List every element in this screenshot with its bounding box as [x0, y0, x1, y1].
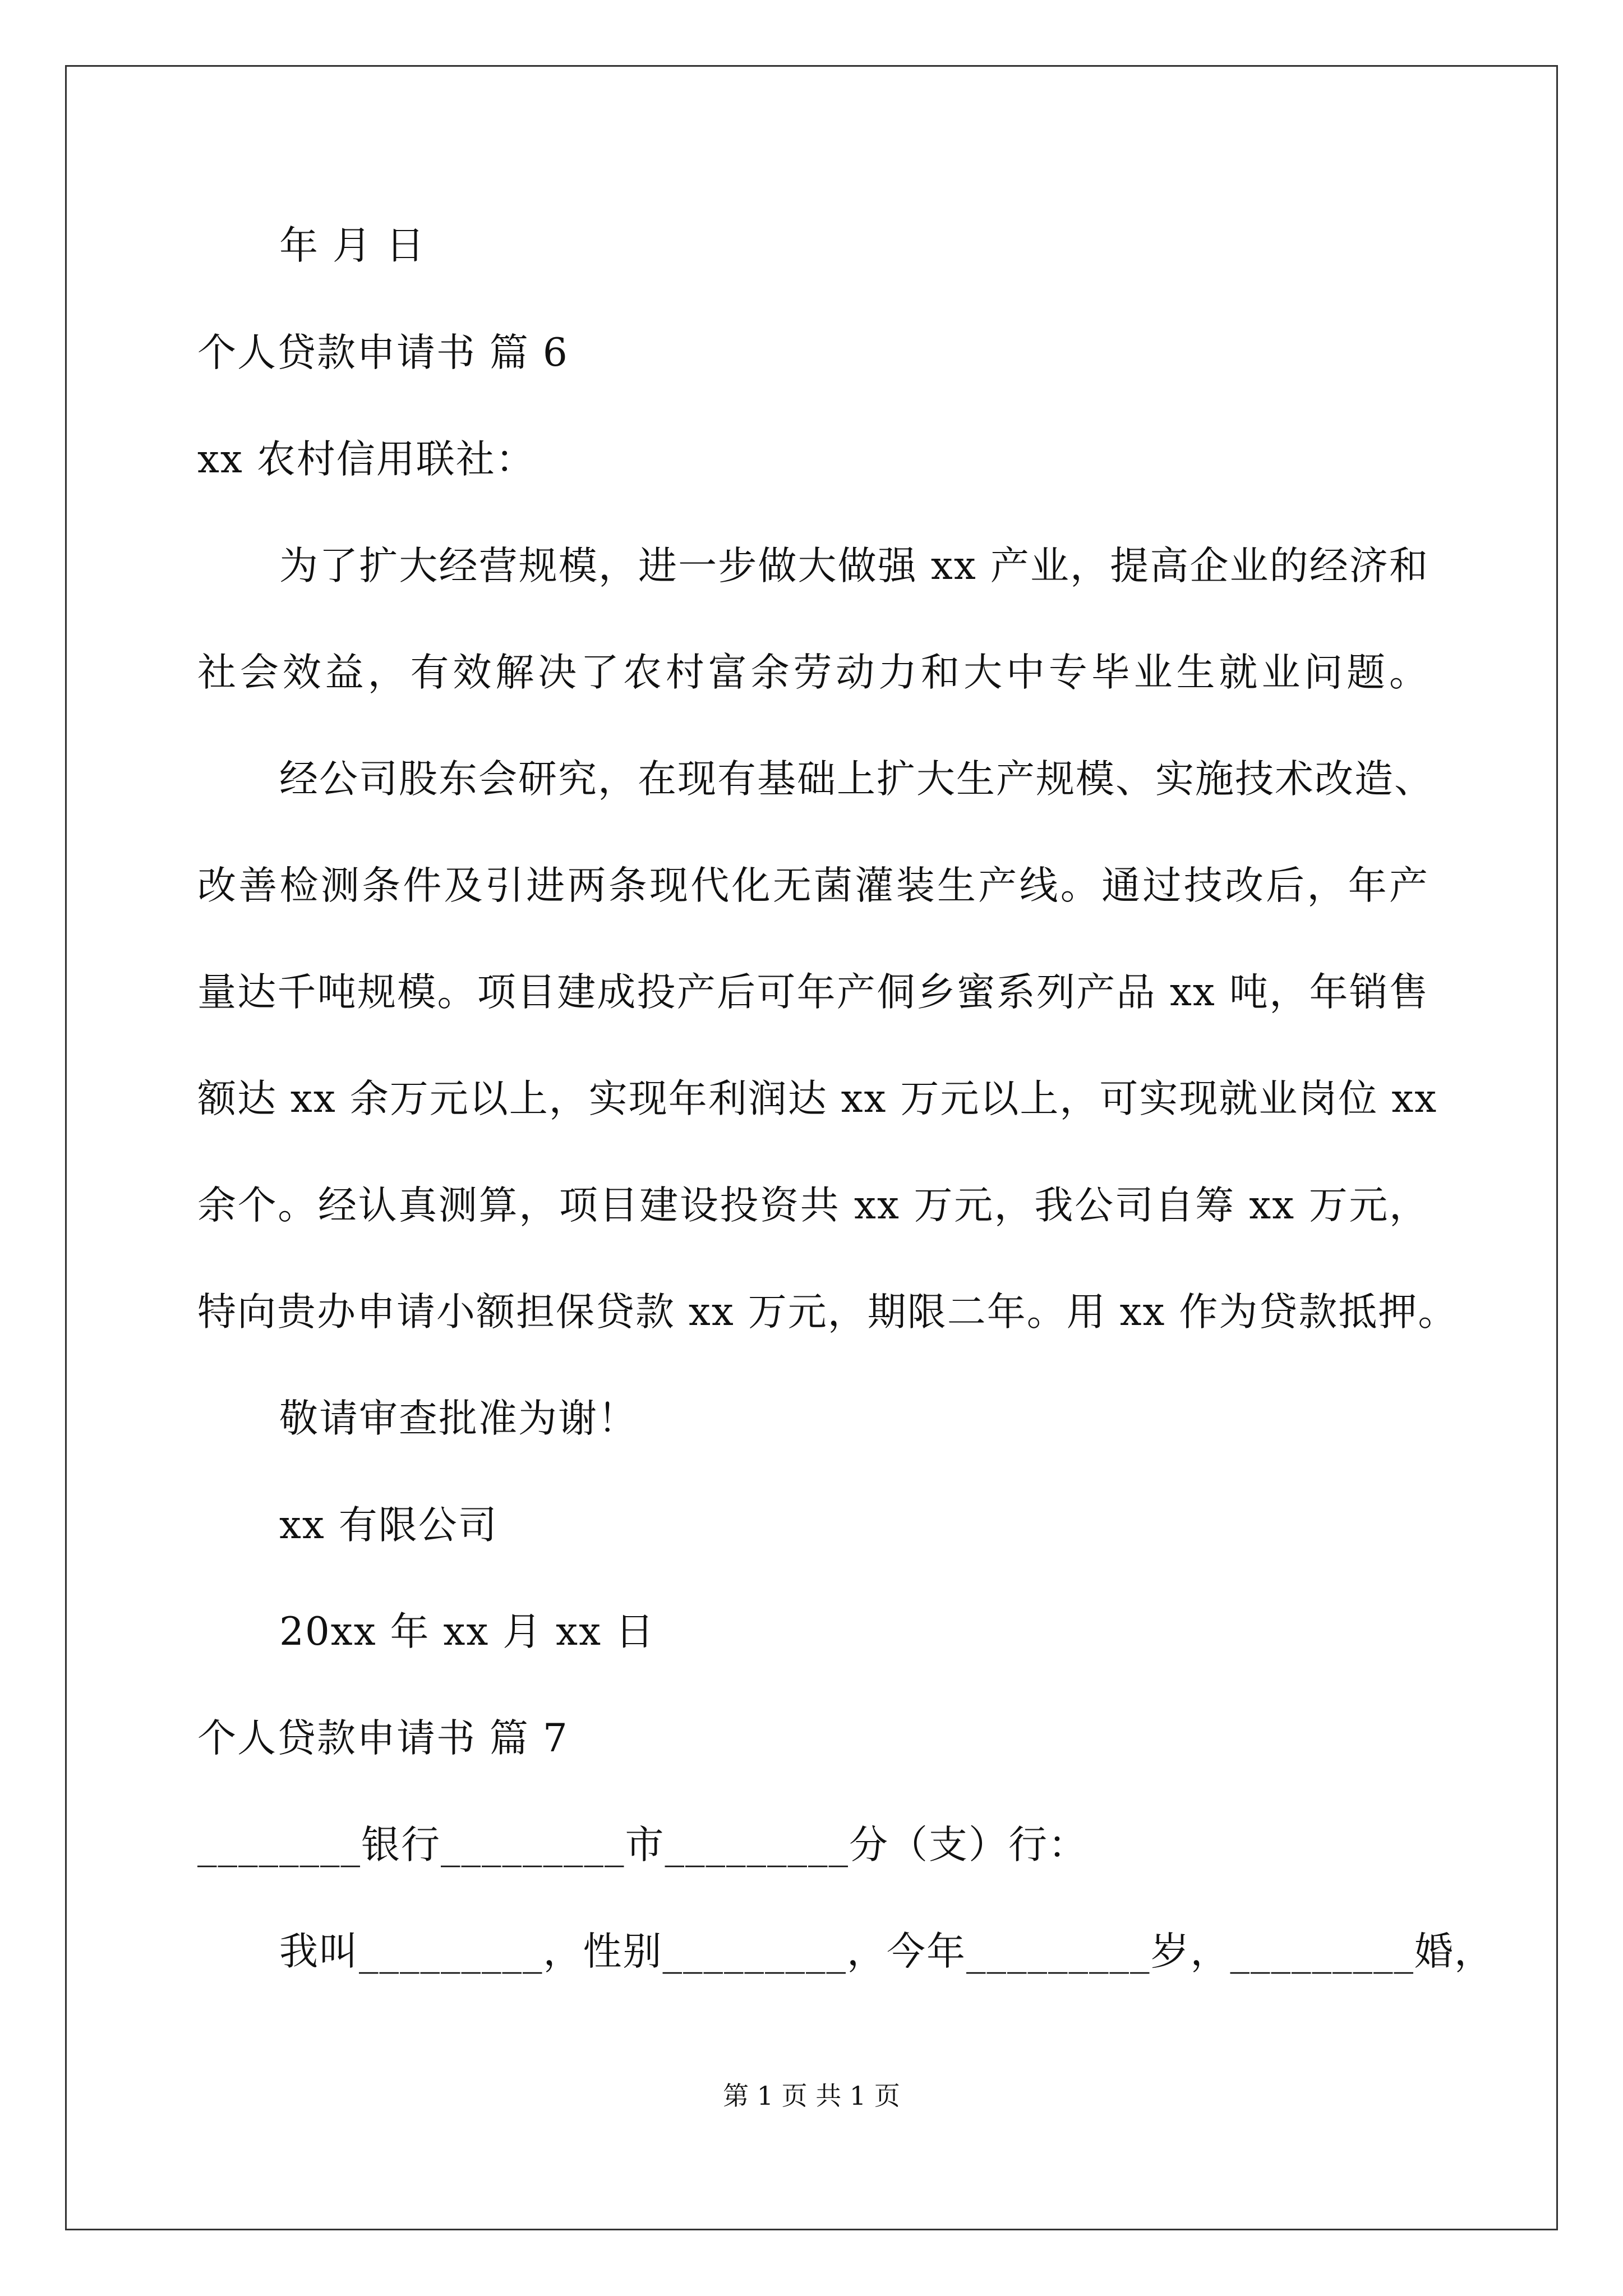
paragraph-2-line-2: 改善检测条件及引进两条现代化无菌灌装生产线。通过技改后，年产 [197, 863, 1429, 908]
signature-company: xx 有限公司 [279, 1503, 498, 1548]
addressee-line: xx 农村信用联社： [197, 437, 536, 482]
section-heading-7: 个人贷款申请书 篇 7 [197, 1716, 569, 1761]
section-heading-6: 个人贷款申请书 篇 6 [197, 330, 569, 375]
paragraph-2-line-4: 额达 xx 余万元以上，实现年利润达 xx 万元以上，可实现就业岗位 xx [197, 1076, 1438, 1121]
page-footer: 第 1 页 共 1 页 [723, 2081, 900, 2111]
date-placeholder-line: 年 月 日 [279, 223, 426, 268]
paragraph-2-line-5: 余个。经认真测算，项目建设投资共 xx 万元，我公司自筹 xx 万元， [197, 1183, 1429, 1228]
closing-request-line: 敬请审查批准为谢！ [279, 1396, 638, 1441]
page-border [65, 65, 1558, 2230]
paragraph-2-line-6: 特向贵办申请小额担保贷款 xx 万元，期限二年。用 xx 作为贷款抵押。 [197, 1290, 1458, 1335]
paragraph-1-line-1: 为了扩大经营规模，进一步做大做强 xx 产业，提高企业的经济和 [279, 544, 1429, 588]
signature-date: 20xx 年 xx 月 xx 日 [279, 1609, 655, 1654]
bank-addressee-line: ________银行_________市_________分（支）行： [197, 1823, 1088, 1867]
paragraph-2-line-1: 经公司股东会研究，在现有基础上扩大生产规模、实施技术改造、 [279, 757, 1434, 802]
personal-info-line: 我叫_________，性别_________，今年_________岁，_________婚， [279, 1929, 1494, 1974]
paragraph-2-line-3: 量达千吨规模。项目建成投产后可年产侗乡蜜系列产品 xx 吨，年销售 [197, 970, 1429, 1015]
paragraph-1-line-2: 社会效益，有效解决了农村富余劳动力和大中专毕业生就业问题。 [197, 650, 1429, 695]
